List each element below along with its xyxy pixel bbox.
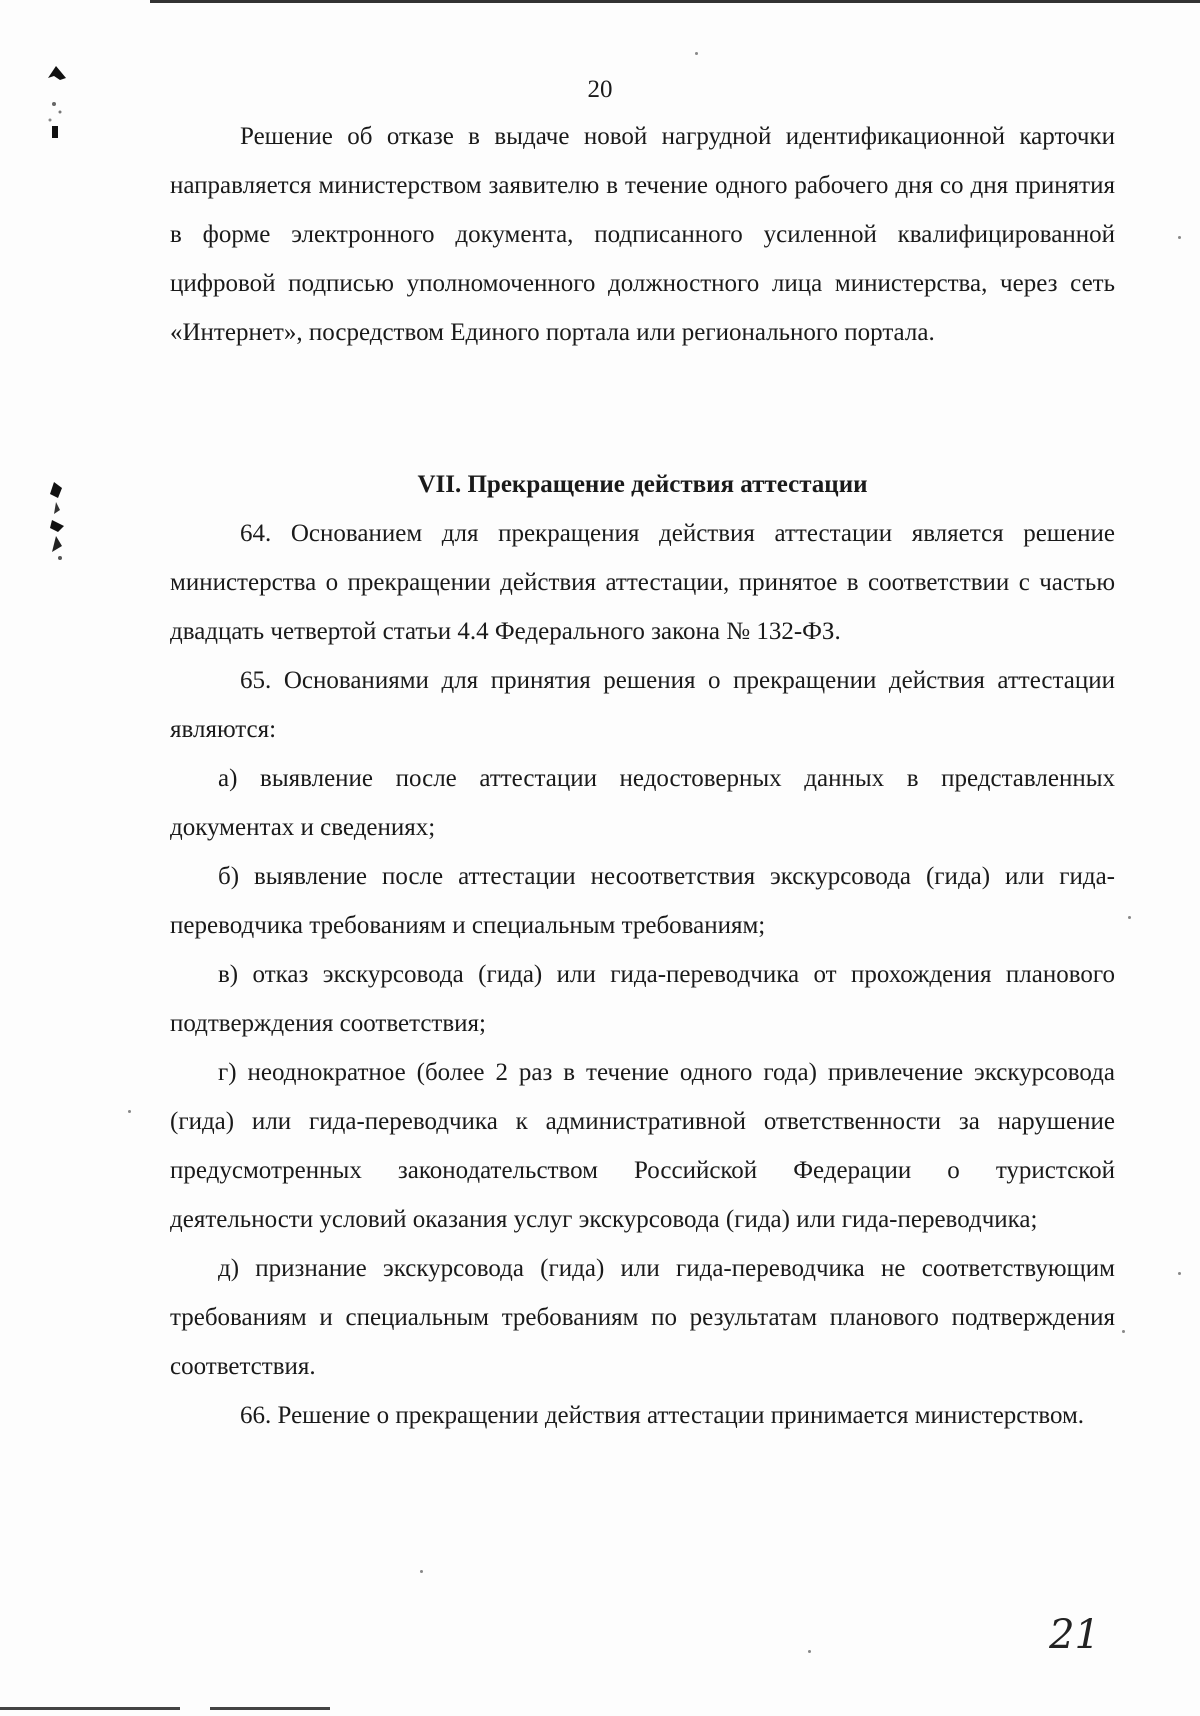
- paragraph-64: 64. Основанием для прекращения действия аттестации является решение министерства о прекращении действия аттестации, принятое в соответствии с частью двадцать четвертой статьи 4.4 Федерального закона № 132-ФЗ.: [170, 520, 1115, 645]
- scan-speck: [128, 1110, 131, 1113]
- scan-mark-icon: [40, 480, 74, 570]
- list-item-g: г) неоднократное (более 2 раз в течение одного года) привлечение экскурсовода (гида) или гида-переводчика к административной ответственности за нарушение предусмотренных законодательством Российской Федерации о туристской деятельности условий оказания услуг экскурсовода (гида) или гида-переводчика;: [170, 1059, 1115, 1233]
- intro-text-block: [170, 112, 1115, 357]
- section-block: [170, 460, 1115, 1440]
- paragraph-66: 66. Решение о прекращении действия аттестации принимается министерством.: [240, 1402, 1085, 1429]
- scan-speck: [1178, 1272, 1181, 1275]
- list-item-v: в) отказ экскурсовода (гида) или гида-переводчика от прохождения планового подтверждения соответствия;: [170, 961, 1115, 1037]
- scan-speck: [420, 1570, 423, 1573]
- scan-speck: [1178, 236, 1181, 239]
- list-item-a: а) выявление после аттестации недостоверных данных в представленных документах и сведениях;: [170, 765, 1115, 841]
- paragraph: Решение об отказе в выдаче новой нагрудной идентификационной карточки направляется министерством заявителю в течение одного рабочего дня со дня принятия в форме электронного документа, подписанного усиленной квалифицированной цифровой подписью уполномоченного должностного лица министерства, через сеть «Интернет», посредством Единого портала или регионального портала.: [170, 123, 1115, 346]
- section-heading: VII. Прекращение действия аттестации: [417, 471, 868, 498]
- bottom-scan-edge: [0, 1707, 1200, 1710]
- list-item-b: б) выявление после аттестации несоответствия экскурсовода (гида) или гида-переводчика требованиям и специальным требованиям;: [170, 863, 1115, 939]
- scan-speck: [695, 52, 698, 55]
- list-item-d: д) признание экскурсовода (гида) или гида-переводчика не соответствующим требованиям и специальным требованиям по результатам планового подтверждения соответствия.: [170, 1255, 1115, 1380]
- handwritten-page-number: 21: [1049, 1612, 1100, 1658]
- page-number: 20: [587, 76, 613, 103]
- scan-speck: [1128, 916, 1131, 919]
- top-scan-edge: [150, 0, 1200, 3]
- scan-speck: [808, 1650, 811, 1653]
- paragraph-65: 65. Основаниями для принятия решения о прекращении действия аттестации являются:: [170, 667, 1115, 743]
- scan-speck: [1122, 1330, 1125, 1333]
